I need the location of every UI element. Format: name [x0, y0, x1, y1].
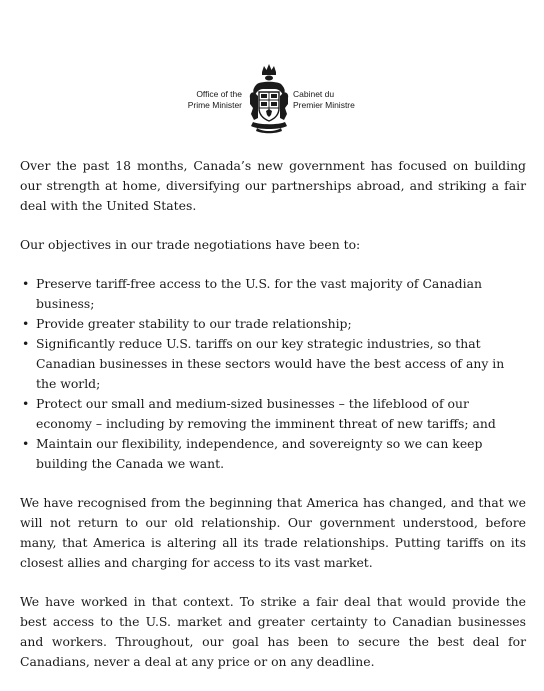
bullet-icon: • [22, 336, 30, 351]
bullet-icon: • [22, 276, 30, 291]
office-name-english [188, 89, 242, 110]
bullet-icon: • [22, 436, 30, 451]
paragraph-context: We have worked in that context. To strike a fair deal that would provide the best access to the U.S. market and greater certainty to Canadian businesses and workers. Throughout, our goal has been to secure the best deal for Canadians, never a deal at any price or on any deadline. [20, 594, 526, 669]
list-item [20, 274, 526, 314]
list-item [20, 394, 526, 434]
office-name-french [293, 89, 355, 110]
office-en-line2: Prime Minister [187, 99, 242, 110]
paragraph-america-changed: We have recognised from the beginning that America has changed, and that we will not return to our old relationship. Our government understood, before many, that America is altering all its trade relationships. Putting tariffs on its closest allies and charging for access to its vast market. [20, 495, 526, 570]
list-item-text: Preserve tariff-free access to the U.S. for the vast majority of Canadian business; [36, 276, 482, 311]
list-item [20, 334, 526, 394]
bullet-icon: • [22, 396, 30, 411]
canada-coat-of-arms-icon [247, 62, 291, 134]
objectives-list [20, 274, 526, 474]
list-item-text: Protect our small and medium-sized businesses – the lifeblood of our economy – including by removing the imminent threat of new tariffs; and [36, 396, 496, 431]
list-item [20, 434, 526, 474]
bullet-icon: • [22, 316, 30, 331]
office-fr-line1: Cabinet du [293, 89, 335, 99]
list-item-text: Significantly reduce U.S. tariffs on our key strategic industries, so that Canadian businesses in these sectors would have the best access of any in the world; [36, 336, 505, 391]
letterhead [0, 62, 544, 134]
list-item-text: Maintain our flexibility, independence, and sovereignty so we can keep building the Canada we want. [36, 436, 483, 471]
list-item-text: Provide greater stability to our trade relationship; [36, 316, 352, 331]
letter-body [20, 156, 526, 691]
list-item [20, 314, 526, 334]
office-fr-line2: Premier Ministre [293, 99, 355, 110]
office-en-line1: Office of the [196, 89, 242, 99]
paragraph-objectives-intro: Our objectives in our trade negotiations have been to: [20, 237, 361, 252]
paragraph-intro: Over the past 18 months, Canada’s new government has focused on building our strength at home, diversifying our partnerships abroad, and striking a fair deal with the United States. [20, 158, 526, 213]
